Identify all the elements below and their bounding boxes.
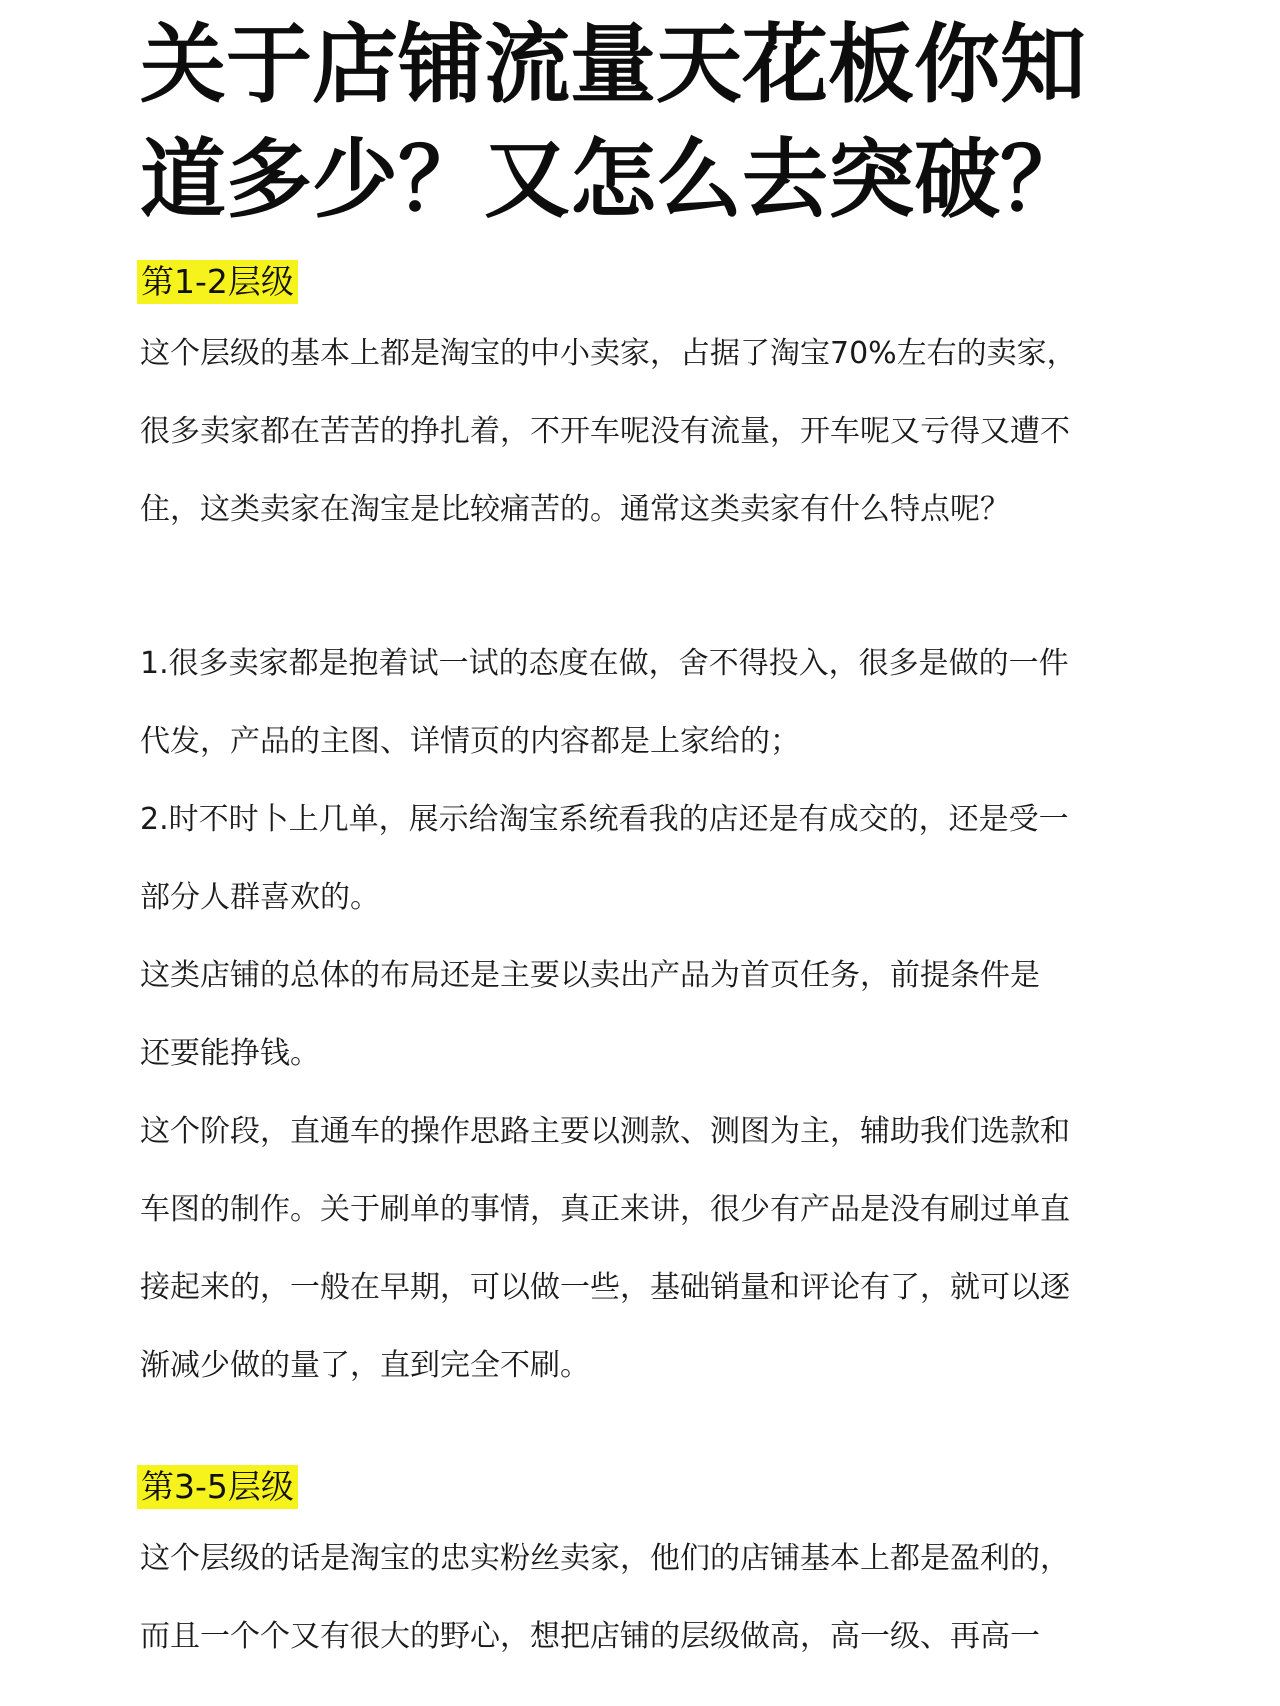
text-line: 住，这类卖家在淘宝是比较痛苦的。通常这类卖家有什么特点呢？	[140, 492, 1010, 527]
article-title	[140, 8, 1180, 238]
section-1-paragraph-2	[140, 625, 1070, 1405]
text-line: 这类店铺的总体的布局还是主要以卖出产品为首页任务，前提条件是	[140, 958, 1040, 993]
text-line: 接起来的，一般在早期，可以做一些，基础销量和评论有了，就可以逐	[140, 1270, 1070, 1305]
text-line: 这个层级的基本上都是淘宝的中小卖家，占据了淘宝70%左右的卖家，	[140, 336, 1077, 371]
text-line: 渐减少做的量了，直到完全不刷。	[140, 1348, 590, 1383]
text-line: 这个阶段，直通车的操作思路主要以测款、测图为主，辅助我们选款和	[140, 1114, 1070, 1149]
text-line: 还要能挣钱。	[140, 1036, 320, 1071]
text-line: 部分人群喜欢的。	[140, 880, 380, 915]
text-line: 很多卖家都在苦苦的挣扎着，不开车呢没有流量，开车呢又亏得又遭不	[140, 414, 1070, 449]
text-line: 1.很多卖家都是抱着试一试的态度在做，舍不得投入，很多是做的一件	[140, 646, 1069, 681]
text-line: 这个层级的话是淘宝的忠实粉丝卖家，他们的店铺基本上都是盈利的，	[140, 1541, 1070, 1576]
text-line: 2.时不时卜上几单，展示给淘宝系统看我的店还是有成交的，还是受一	[140, 802, 1069, 837]
text-line: 而且一个个又有很大的野心，想把店铺的层级做高，高一级、再高一	[140, 1619, 1040, 1654]
section-1-paragraph-1	[140, 315, 1077, 549]
text-line: 代发，产品的主图、详情页的内容都是上家给的；	[140, 724, 800, 759]
text-line: 车图的制作。关于刷单的事情，真正来讲，很少有产品是没有刷过单直	[140, 1192, 1070, 1227]
section-heading-level-3-5: 第3-5层级	[137, 1465, 298, 1509]
section-2-paragraph-1	[140, 1520, 1070, 1676]
title-line: 道多少？又怎么去突破？	[140, 130, 1086, 230]
section-heading-level-1-2: 第1-2层级	[137, 260, 298, 304]
title-line: 关于店铺流量天花板你知	[140, 15, 1086, 115]
